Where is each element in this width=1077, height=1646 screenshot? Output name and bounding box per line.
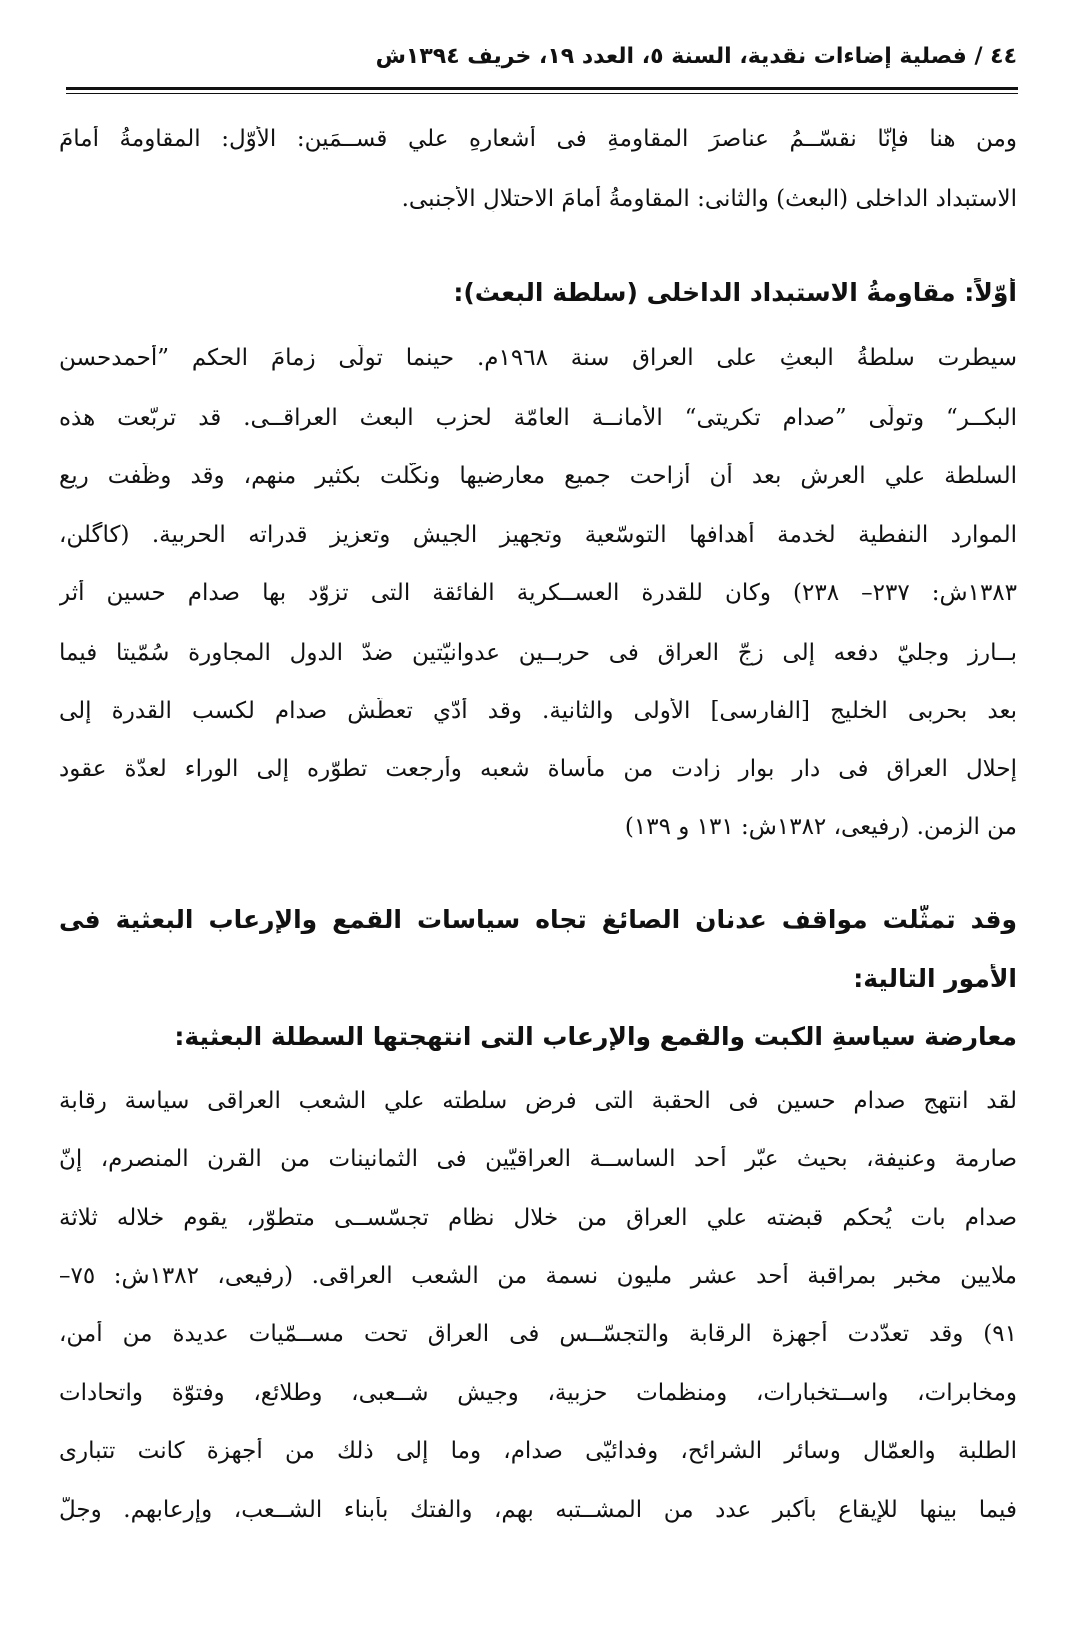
- header-rule: [66, 87, 1018, 90]
- running-header: ٤٤ / فصلية إضاءات نقدية، السنة ٥، العدد ١٩، خريف ١٣٩٤ش: [375, 44, 1017, 69]
- header-rule-thin: [66, 93, 1018, 94]
- section-heading: أوّلاً: مقاومةُ الاستبداد الداخلى (سلطة البعث):: [453, 278, 1017, 307]
- body-line: الموارد النفطية لخدمة أهدافها التوسّعية وتجهيز الجيش وتعزيز قدراته الحربية. (كاگلن،: [59, 522, 1017, 548]
- body-line: ملايين مخبر بمراقبة أحد عشر مليون نسمة من الشعب العراقى. (رفيعى، ١٣٨٢ش: ٧٥–: [59, 1263, 1017, 1289]
- section-heading: الأمور التالية:: [853, 964, 1017, 993]
- body-line: ومخابرات، واســتخبارات، ومنظمات حزبية، وجيش شــعبى، وطلائع، وفتوّة واتحادات: [59, 1380, 1017, 1406]
- body-line: البكــر“ وتولّى ”صدام تكريتى“ الأمانــة العامّة لحزب البعث العراقــى. قد تربّعت هذه: [59, 405, 1017, 431]
- body-line: ١٣٨٣ش: ٢٣٧– ٢٣٨) وكان للقدرة العســكرية الفائقة التى تزوّد بها صدام حسين أثر: [59, 580, 1017, 606]
- body-line: السلطة علي العرش بعد أن أزاحت جميع معارضيها ونكّلت بكثير منهم، وقد وظّفت ريع: [59, 463, 1017, 489]
- body-line: لقد انتهج صدام حسين فى الحقبة التى فرض سلطته علي الشعب العراقى سياسة رقابة: [59, 1088, 1017, 1114]
- section-heading: وقد تمثّلت مواقف عدنان الصائغ تجاه سياسات القمع والإرعاب البعثية فى: [59, 905, 1017, 934]
- body-line: بــارز وجليّ دفعه إلى زجّ العراق فى حربــين عدوانيّتين ضدّ الدول المجاورة سُمّيتا فيما: [59, 640, 1017, 666]
- body-line: الطلبة والعمّال وسائر الشرائح، وفدائيّى صدام، وما إلى ذلك من أجهزة كانت تتبارى: [59, 1438, 1017, 1464]
- body-line: فيما بينها للإيقاع بأكبر عدد من المشــتبه بهم، والفتك بأبناء الشــعب، وإرعابهم. وجلّ: [59, 1497, 1017, 1523]
- body-line: سيطرت سلطةُ البعثِ على العراق سنة ١٩٦٨م. حينما تولّى زمامَ الحكم ”أحمدحسن: [59, 345, 1017, 371]
- body-line: بعد بحربى الخليج [الفارسى] الأولى والثانية. وقد أدّي تعطّش صدام لكسب القدرة إلى: [59, 698, 1017, 724]
- body-line: إحلال العراق فى دار بوار زادت من مأساة شعبه وأرجعت تطوّره إلى الوراء لعدّة عقود: [59, 756, 1017, 782]
- body-line: ٩١) وقد تعدّدت أجهزة الرقابة والتجسّــس فى العراق تحت مســمّيات عديدة من أمن،: [59, 1321, 1017, 1347]
- body-line: من الزمن. (رفيعى، ١٣٨٢ش: ١٣١ و ١٣٩): [624, 814, 1017, 840]
- intro-line: الاستبداد الداخلى (البعث) والثانى: المقاومةُ أمامَ الاحتلالِ الأجنبى.: [401, 186, 1017, 212]
- intro-line: ومن هنا فإنّا نقسّــمُ عناصرَ المقاومةِ فى أشعارهِ علي قســمَين: الأوّل: المقاومةُ أمامَ: [59, 126, 1017, 152]
- section-subheading: معارضة سياسةِ الكبت والقمع والإرعاب التى انتهجتها السطلة البعثية:: [174, 1022, 1017, 1051]
- body-line: صدام بات يُحكم قبضته علي العراق من خلال نظام تجسّســى متطوّر، يقوم خلاله ثلاثة: [59, 1205, 1017, 1231]
- body-line: صارمة وعنيفة، بحيث عبّر أحد الساســة العراقيّين فى الثمانينات من القرن المنصرم، إنّ: [59, 1146, 1017, 1172]
